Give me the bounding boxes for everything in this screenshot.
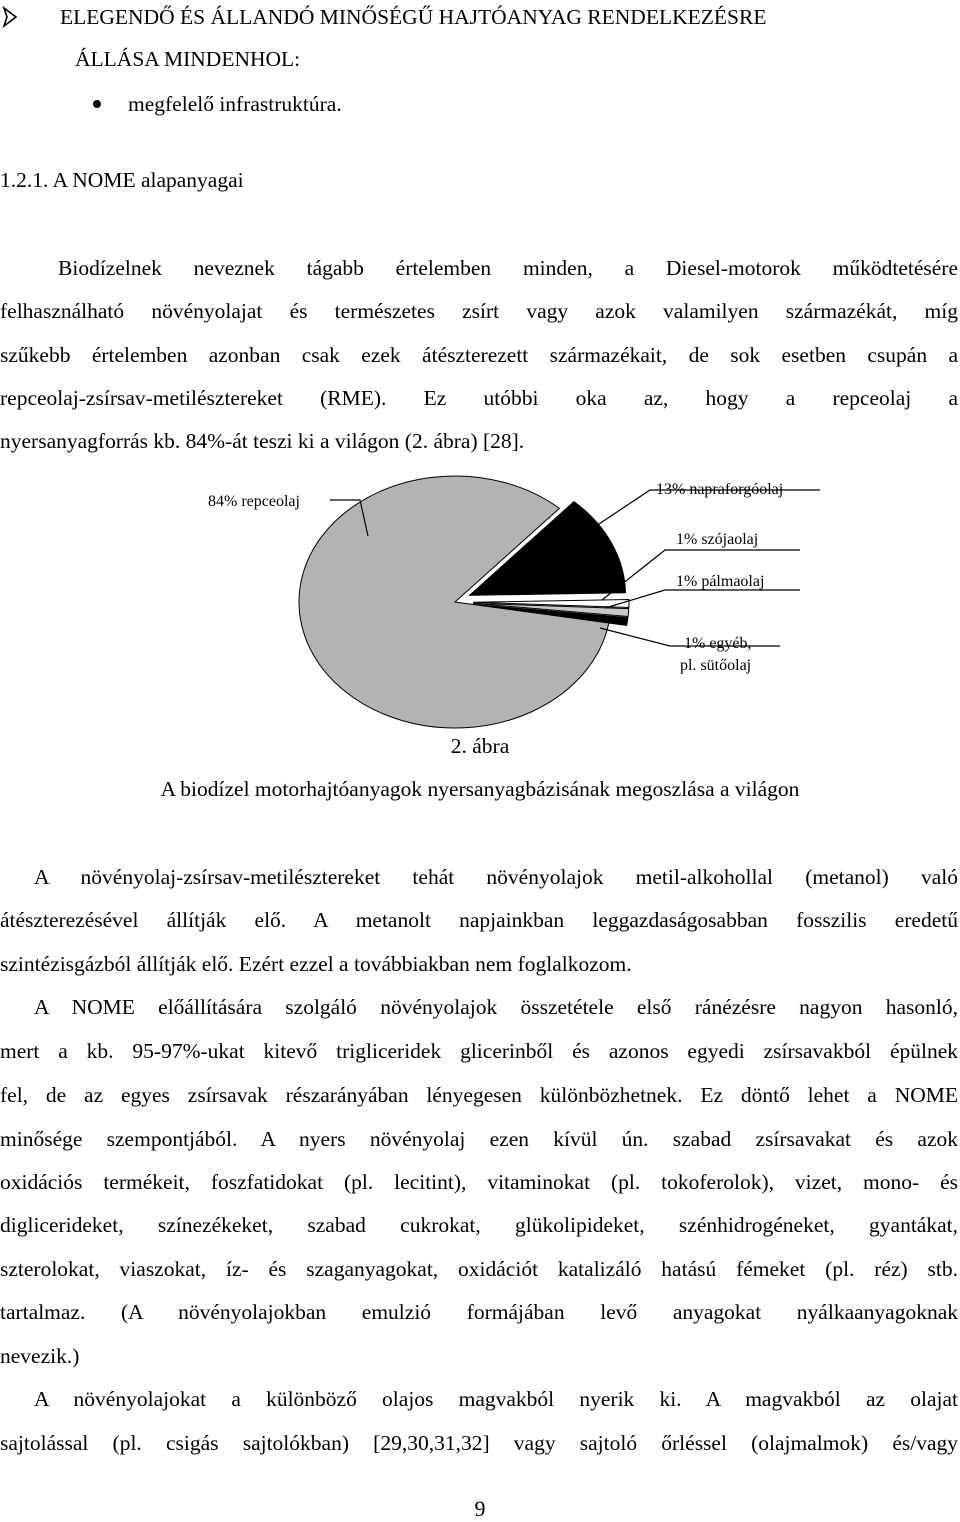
bullet-heading-line1: ELEGENDŐ ÉS ÁLLANDÓ MINŐSÉGŰ HAJTÓANYAG RENDELKEZÉSRE bbox=[60, 5, 767, 29]
slice-label-szojaolaj: 1% szójaolaj bbox=[676, 531, 759, 548]
paragraph-line: sajtolással (pl. csigás sajtolókban) [29,30,31,32] vagy sajtoló őrléssel (olajmalmok) és/vagy bbox=[0, 1431, 958, 1455]
paragraph-line: felhasználható növényolajat és természetes zsírt vagy azok valamilyen származékát, míg bbox=[0, 299, 958, 323]
paragraph-line: oxidációs termékeit, foszfatidokat (pl. lecitint), vitaminokat (pl. tokoferolok), vizet, mono- és bbox=[0, 1170, 958, 1194]
slice-label-repceolaj: 84% repceolaj bbox=[208, 493, 300, 510]
bullet-heading-line2: ÁLLÁSA MINDENHOL: bbox=[75, 47, 301, 71]
pie-chart bbox=[0, 460, 960, 740]
paragraph-line: nyersanyagforrás kb. 84%-át teszi ki a világon (2. ábra) [28]. bbox=[0, 429, 525, 453]
sub-bullet-text: megfelelő infrastruktúra. bbox=[128, 92, 342, 116]
paragraph-line: fel, de az egyes zsírsavak részarányában lényegesen különbözhetnek. Ez döntő lehet a NOME bbox=[0, 1083, 958, 1107]
slice-label-napraforgoolaj: 13% napraforgóolaj bbox=[656, 481, 784, 498]
paragraph-line: diglicerideket, színezékeket, szabad cukrokat, glükolipideket, szénhidrogéneket, gyantákat, bbox=[0, 1213, 958, 1237]
figure-caption: A biodízel motorhajtóanyagok nyersanyagbázisának megoszlása a világon bbox=[160, 777, 800, 801]
paragraph-line: minősége szempontjából. A nyers növényolaj ezen kívül ún. szabad zsírsavakat és azok bbox=[0, 1127, 958, 1151]
paragraph-line: szintézisgázból állítják elő. Ezért ezzel a továbbiakban nem foglalkozom. bbox=[0, 952, 632, 976]
slice-label-palmaolaj: 1% pálmaolaj bbox=[676, 573, 765, 590]
paragraph-line: szűkebb értelemben azonban csak ezek átészterezett származékait, de sok esetben csupán a bbox=[0, 343, 958, 367]
slice-label-egyeb-line1: 1% egyéb, bbox=[684, 635, 752, 652]
paragraph-line: A növényolaj-zsírsav-metilésztereket tehát növényolajok metil-alkohollal (metanol) való bbox=[34, 865, 958, 889]
paragraph-line: mert a kb. 95-97%-ukat kitevő trigliceridek glicerinből és azonos egyedi zsírsavakból épülnek bbox=[0, 1039, 958, 1063]
page-number: 9 bbox=[474, 1496, 486, 1521]
paragraph-line: szterolokat, viaszokat, íz- és szaganyagokat, oxidációt katalizáló hatású fémeket (pl. réz) stb. bbox=[0, 1257, 958, 1281]
section-title: 1.2.1. A NOME alapanyagai bbox=[0, 168, 244, 192]
slice-label-egyeb-line2: pl. sütőolaj bbox=[680, 657, 752, 674]
sub-bullet-dot-icon bbox=[93, 100, 101, 108]
paragraph-line: A növényolajokat a különböző olajos magvakból nyerik ki. A magvakból az olajat bbox=[34, 1387, 958, 1411]
paragraph-line: tartalmaz. (A növényolajokban emulzió formájában levő anyagokat nyálkaanyagoknak bbox=[0, 1300, 958, 1324]
paragraph-line: Biodízelnek neveznek tágabb értelemben minden, a Diesel-motorok működtetésére bbox=[58, 256, 958, 280]
figure-number: 2. ábra bbox=[450, 734, 510, 758]
paragraph-line: repceolaj-zsírsav-metilésztereket (RME). Ez utóbbi oka az, hogy a repceolaj a bbox=[0, 386, 958, 410]
paragraph-line: nevezik.) bbox=[0, 1344, 80, 1368]
paragraph-line: átészterezésével állítják elő. A metanolt napjainkban leggazdaságosabban fosszilis eredetű bbox=[0, 908, 958, 932]
arrow-bullet-icon bbox=[2, 6, 18, 28]
pie-slices bbox=[299, 476, 629, 728]
paragraph-line: A NOME előállítására szolgáló növényolajok összetétele első ránézésre nagyon hasonló, bbox=[34, 995, 958, 1019]
